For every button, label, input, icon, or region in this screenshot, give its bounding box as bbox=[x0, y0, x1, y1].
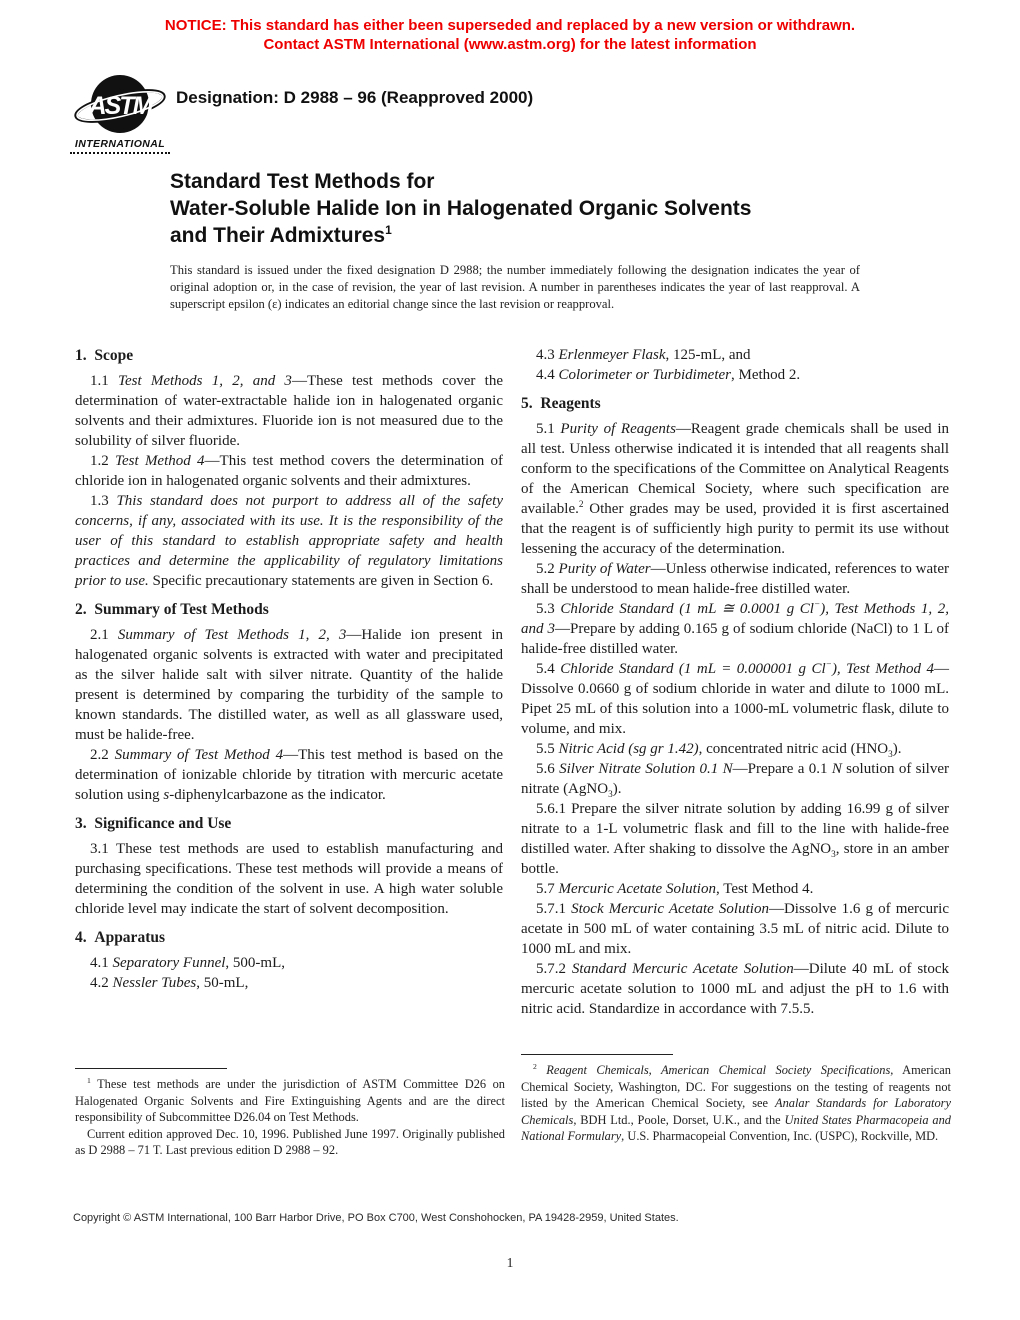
title-footnote-ref: 1 bbox=[385, 223, 392, 237]
footnote-paragraph: $^1$ These test methods are under the jurisdiction of ASTM Committee D26 on Halogenated Organic Solvents and Fire Extinguishing Agents and are the direct responsibility of Subcommittee D26.04 on Test Methods. bbox=[75, 1075, 505, 1124]
paragraph: 5.1 Purity of Reagents—Reagent grade chemicals shall be used in all test. Unless otherwise indicated it is intended that all reagents shall conform to the specifications of the Committee on Analytical Reagents of the American Chemical Society, where such specification are available.$^2$ Other grades may be used, provided it is first ascertained that the reagent is of sufficiently high purity to permit its use without lessening the accuracy of the determination. bbox=[521, 421, 949, 557]
paragraph: 5.4 Chloride Standard (1 mL = 0.000001 g Cl−), Test Method 4—Dissolve 0.0660 g of sodium chloride in water and dilute to 1000 mL. Pipet 25 mL of this solution into a 1000-mL volumetric flask, dilute to volume, and mix. bbox=[521, 660, 950, 737]
footnote-rule bbox=[521, 1054, 673, 1055]
footnote-1 bbox=[75, 1068, 505, 1159]
section-heading: 3. Significance and Use bbox=[75, 815, 232, 832]
designation: Designation: D 2988 – 96 (Reapproved 2000) bbox=[176, 88, 534, 107]
svg-text:ASTM: ASTM bbox=[88, 92, 152, 120]
document-title bbox=[170, 168, 870, 249]
paragraph: 5.3 Chloride Standard (1 mL ≅ 0.0001 g Cl−), Test Methods 1, 2, and 3—Prepare by adding 0.165 g of sodium chloride (NaCl) to 1 L of halide-free distilled water. bbox=[521, 600, 949, 657]
paragraph: 5.2 Purity of Water—Unless otherwise indicated, references to water shall be understood to mean halide-free distilled water. bbox=[521, 561, 949, 597]
paragraph: 5.6.1 Prepare the silver nitrate solution by adding 16.99 g of silver nitrate to a 1-L volumetric flask and fill to the line with halide-free distilled water. After shaking to dissolve the AgNO$_3$, store in an amber bottle. bbox=[521, 801, 949, 877]
logo-international-label: INTERNATIONAL bbox=[70, 138, 170, 154]
paragraph: 4.2 Nessler Tubes, 50-mL, bbox=[90, 975, 249, 991]
paragraph: 4.4 Colorimeter or Turbidimeter, Method 2. bbox=[536, 367, 801, 383]
paragraph: 4.3 Erlenmeyer Flask, 125-mL, and bbox=[536, 347, 751, 363]
notice-line-2: Contact ASTM International (www.astm.org) for the latest information bbox=[263, 36, 757, 53]
paragraph: 4.1 Separatory Funnel, 500-mL, bbox=[90, 955, 285, 971]
column-right bbox=[521, 345, 949, 1019]
astm-logo bbox=[70, 72, 170, 154]
paragraph: 5.7 Mercuric Acetate Solution, Test Method 4. bbox=[536, 881, 814, 897]
section-heading: 4. Apparatus bbox=[75, 929, 166, 946]
paragraph: 2.1 Summary of Test Methods 1, 2, 3—Halide ion present in halogenated organic solvents is extracted with water and precipitated as the silver halide salt with silver nitrate. Quantity of the halide present is determined by comparing the turbidity of the sample to known standards. The distilled water, as well as all glassware used, must be halide-free. bbox=[75, 627, 504, 743]
title-line-2: Water-Soluble Halide Ion in Halogenated Organic Solvents bbox=[170, 197, 752, 220]
copyright-line: Copyright © ASTM International, 100 Barr Harbor Drive, PO Box C700, West Conshohocken, PA 19428-2959, United States. bbox=[73, 1212, 679, 1224]
notice-line-1: NOTICE: This standard has either been superseded and replaced by a new version or withdrawn. bbox=[164, 17, 856, 34]
footnote-paragraph: Current edition approved Dec. 10, 1996. Published June 1997. Originally published as D 2988 – 71 T. Last previous edition D 2988 – 92. bbox=[75, 1126, 505, 1157]
title-line-1: Standard Test Methods for bbox=[170, 170, 435, 193]
title-line-3: and Their Admixtures$^1$ bbox=[170, 223, 392, 247]
paragraph: 3.1 These test methods are used to establish manufacturing and purchasing specifications. These test methods will provide a means of determining the condition of the solvent in use. A high water soluble chloride level may indicate the start of solvent decomposition. bbox=[75, 841, 503, 917]
paragraph: 5.5 Nitric Acid (sg gr 1.42), concentrated nitric acid $(HNO_3)$. bbox=[536, 741, 902, 760]
column-left bbox=[75, 345, 503, 993]
paragraph: 1.2 Test Method 4—This test method covers the determination of chloride ion in halogenated organic solvents and their admixtures. bbox=[75, 453, 503, 489]
section-heading: 2. Summary of Test Methods bbox=[75, 601, 269, 618]
paragraph: 1.3 This standard does not purport to address all of the safety concerns, if any, associated with its use. It is the responsibility of the user of this standard to establish appropriate safety and health practices and determine the applicability of regulatory limitations prior to use. Specific precautionary statements are given in Section 6. bbox=[75, 493, 504, 589]
paragraph: 1.1 Test Methods 1, 2, and 3—These test methods cover the determination of water-extractable halide ion in halogenated organic solvents and their admixtures. Fluoride ion is not measured due to the solubility of silver fluoride. bbox=[75, 373, 503, 449]
footnote-paragraph: $^2$ Reagent Chemicals, American Chemical Society Specifications, American Chemical Society, Washington, DC. For suggestions on the testing of reagents not listed by the American Chemical Society, see Analar Standards for Laboratory Chemicals, BDH Ltd., Poole, Dorset, U.K., and the United States Pharmacopeia and National Formulary, U.S. Pharmacopeial Convention, Inc. (USPC), Rockville, MD. bbox=[521, 1061, 951, 1143]
paragraph: 5.6 Silver Nitrate Solution 0.1 N—Prepare a 0.1 N solution of silver nitrate (AgNO$_3$). bbox=[521, 761, 949, 800]
page-number: 1 bbox=[506, 1255, 514, 1270]
section-heading: 1. Scope bbox=[75, 347, 134, 364]
footnote-2 bbox=[521, 1054, 951, 1145]
footnote-rule bbox=[75, 1068, 227, 1069]
paragraph: 5.7.2 Standard Mercuric Acetate Solution—Dilute 40 mL of stock mercuric acetate solution to 1000 mL and adjust the pH to 1.6 with nitric acid. Standardize in accordance with 7.5.5. bbox=[521, 961, 950, 1017]
astm-globe-icon bbox=[73, 72, 167, 140]
paragraph: 5.7.1 Stock Mercuric Acetate Solution—Dissolve 1.6 g of mercuric acetate in 500 mL of water containing 3.5 mL of nitric acid. Dilute to 1000 mL and mix. bbox=[521, 901, 949, 957]
standard-preamble: This standard is issued under the fixed designation D 2988; the number immediately following the designation indicates the year of original adoption or, in the case of revision, the year of last revision. A number in parentheses indicates the year of last reapproval. A superscript epsilon (ε) indicates an editorial change since the last revision or reapproval. bbox=[170, 263, 860, 311]
section-heading: 5. Reagents bbox=[521, 395, 601, 412]
supersession-notice bbox=[0, 16, 1020, 54]
paragraph: 2.2 Summary of Test Method 4—This test method is based on the determination of ionizable chloride by titration with mercuric acetate solution using s-diphenylcarbazone as the indicator. bbox=[75, 747, 503, 803]
